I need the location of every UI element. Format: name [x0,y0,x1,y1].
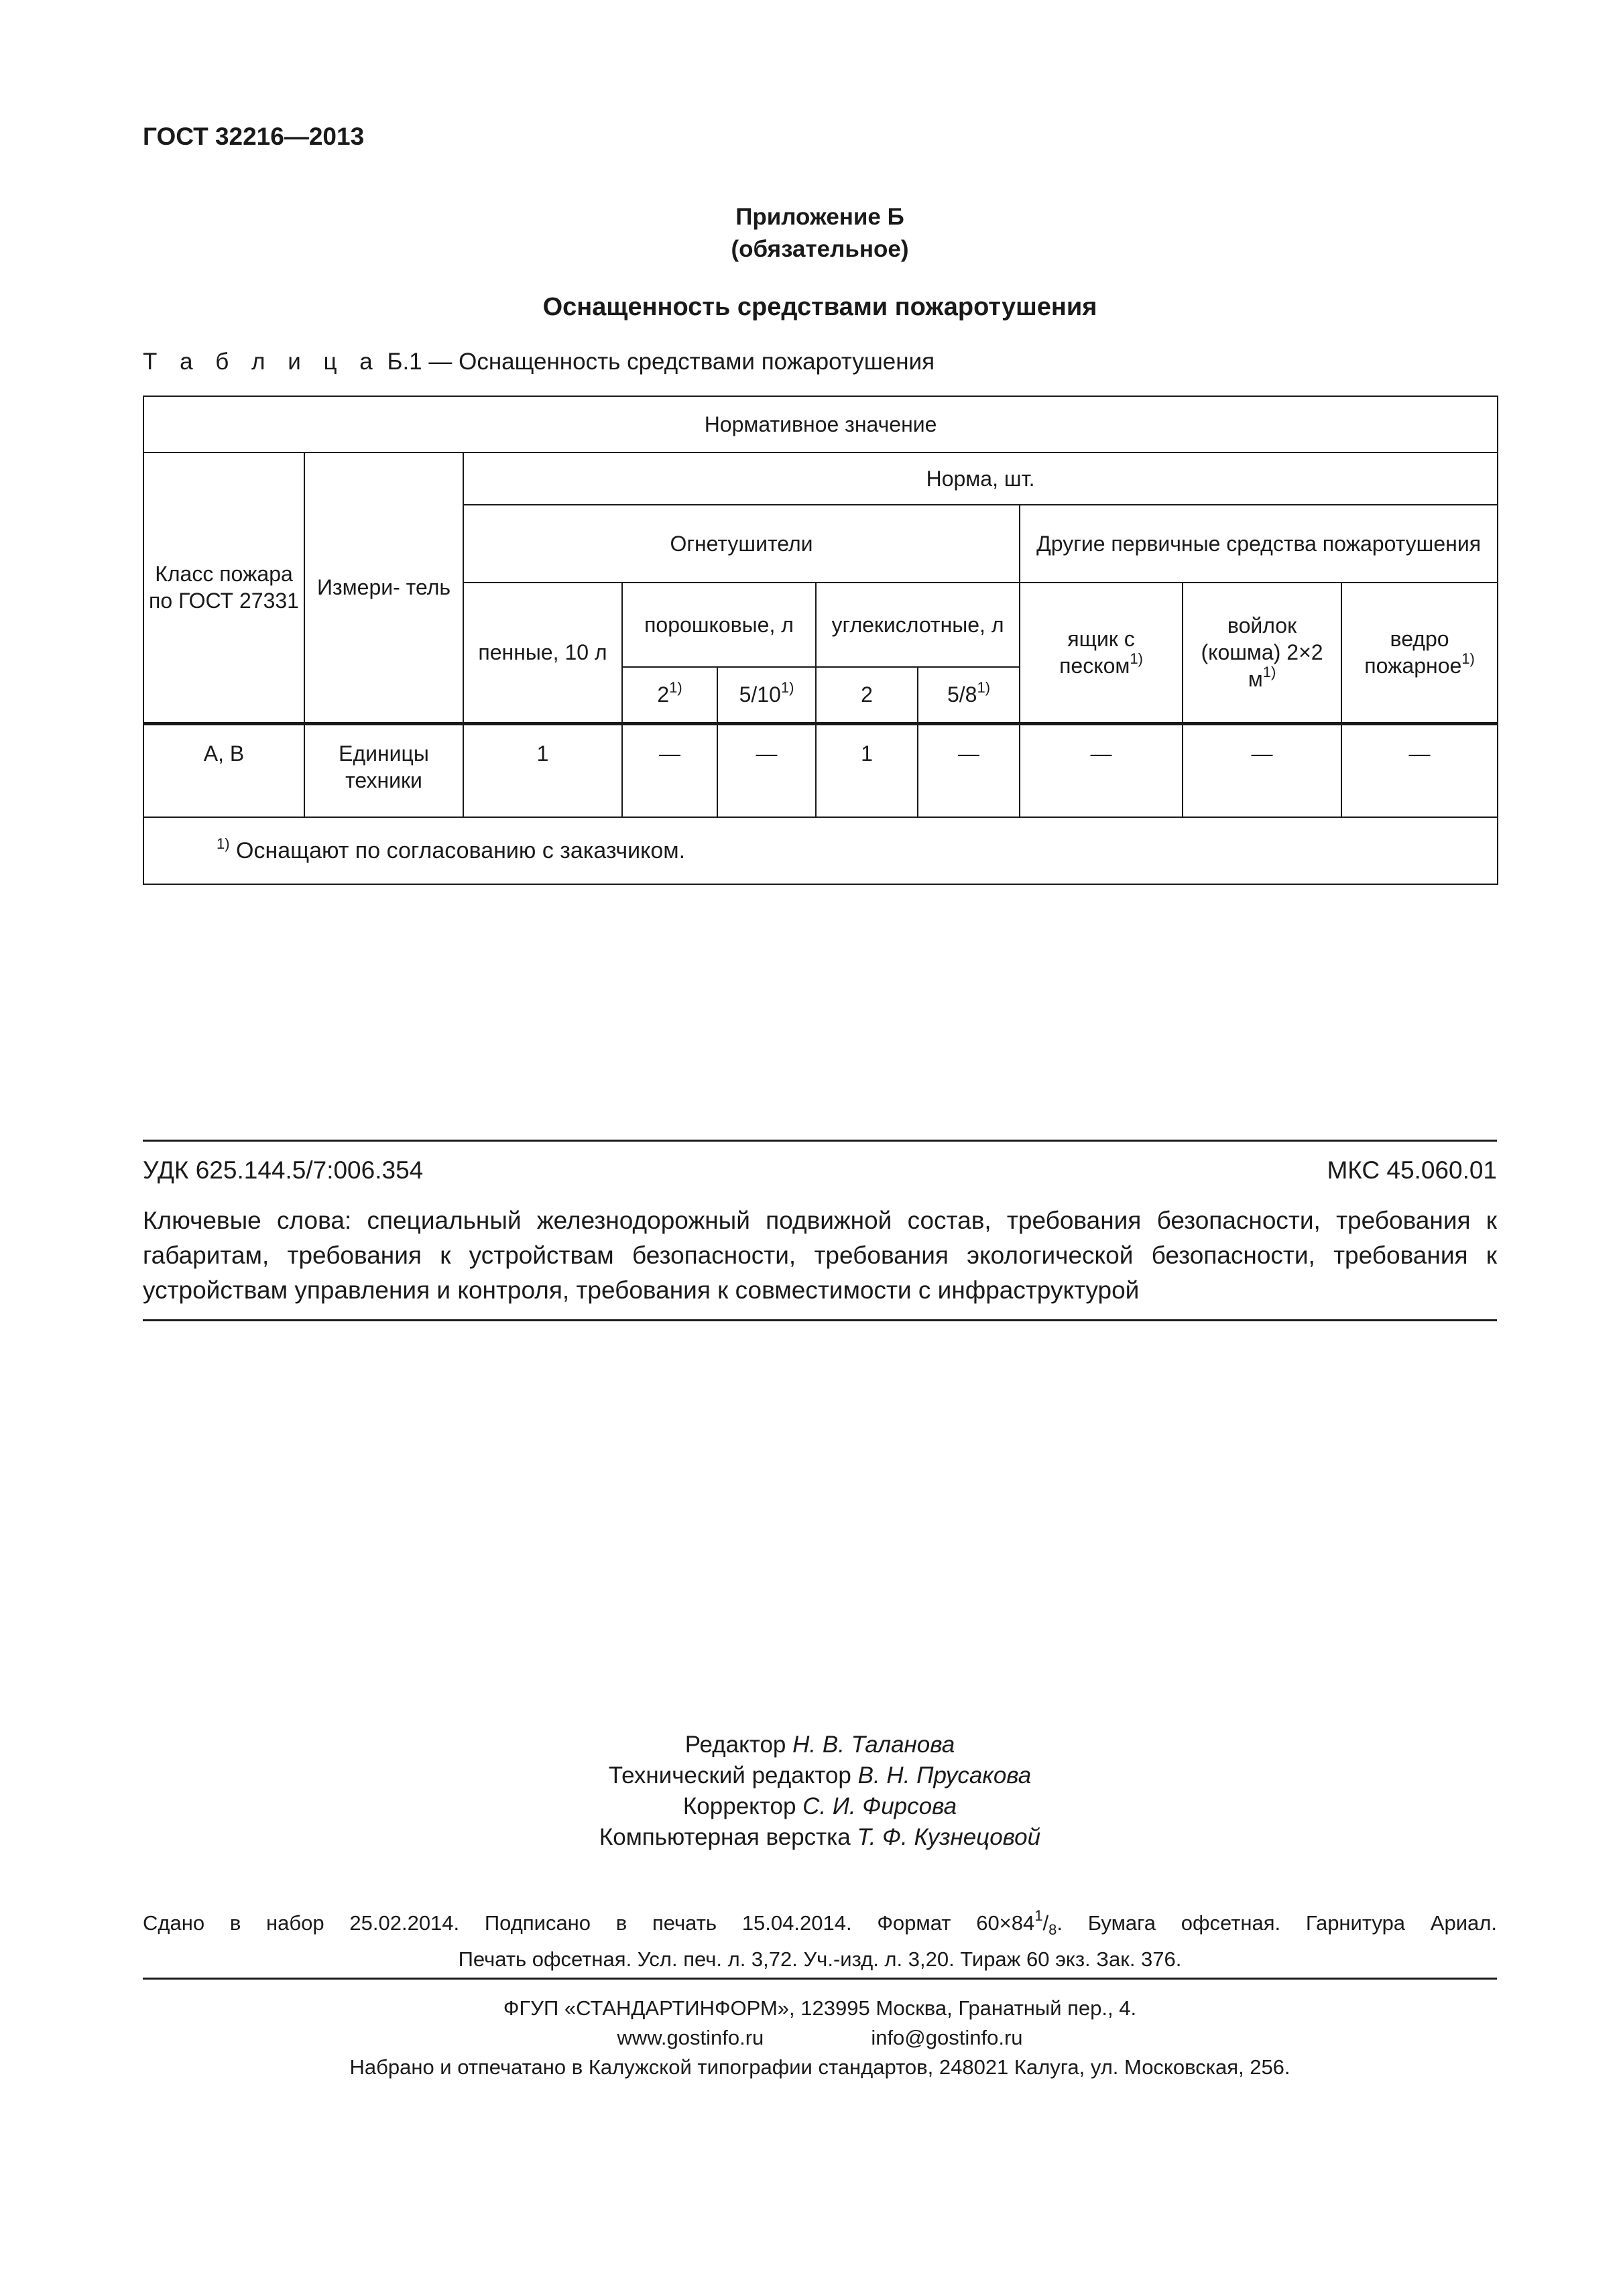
header-foam: пенные, 10 л [463,583,622,723]
footnote-ref: 1) [1461,650,1475,668]
cell-co2-5-8: — [918,723,1020,817]
divider [143,1140,1497,1142]
header-powder-2: 2$^{1)}$ [622,667,717,723]
keywords: Ключевые слова: специальный железнодорожный подвижной состав, требования безопасности, требования к габаритам, требования к устройствам безопасности, требования экологической безопасности, требования к устройствам управления и контроля, требования к совместимости с инфраструктурой [143,1207,1497,1304]
header-powder-5-10: 5/10$^{1)}$ [717,667,816,723]
table-caption [143,349,935,375]
header-felt: войлок (кошма) 2×2 $м^{1)}$ [1183,583,1341,723]
table-row [143,723,1498,817]
printer-info: Набрано и отпечатано в Калужской типографии стандартов, 248021 Калуга, ул. Московская, 256. [349,2055,1290,2079]
footnote-ref: 1) [977,679,991,697]
header-powder: порошковые, л [622,583,816,667]
footnote-ref: 1) [780,679,794,697]
appendix-label: Приложение Б [735,204,904,230]
header-other-means: Другие первичные средства пожаротушения [1020,505,1498,583]
header-bucket: ведро пожарное$^{1)}$ [1341,583,1498,723]
divider [143,1319,1497,1321]
equipment-table [143,396,1498,885]
footnote-marker: 1) [217,835,230,852]
print-info-line2: Печать офсетная. Усл. печ. л. 3,72. Уч.-изд. л. 3,20. Тираж 60 экз. Зак. 376. [458,1947,1182,1972]
header-meter: Измери- тель [304,452,463,723]
table-caption-title: Оснащенность средствами пожаротушения [459,349,935,375]
staff-editor: Редактор Н. В. Таланова [684,1732,955,1758]
print-info-line1: Сдано в набор 25.02.2014. Подписано в печать 15.04.2014. Формат $60\times 84^1/_8$. Бумага офсетная. Гарнитура Ариал. [143,1907,1497,1939]
staff-tech-editor: Технический редактор В. Н. Прусакова [608,1762,1032,1789]
publisher-address: ФГУП «СТАНДАРТИНФОРМ», 123995 Москва, Гранатный пер., 4. [503,1996,1137,2020]
udk-code: УДК 625.144.5/7:006.354 [143,1156,424,1184]
cell-foam: 1 [463,723,622,817]
header-norm: Норма, шт. [463,452,1498,505]
cell-sandbox: — [1020,723,1183,817]
table-caption-prefix: Т а б л и ц а [143,349,381,375]
header-co2-5-8: 5/8$^{1)}$ [918,667,1020,723]
appendix-status: (обязательное) [731,236,909,262]
cell-powder-5-10: — [717,723,816,817]
cell-class: А, В [143,723,304,817]
table-caption-number: Б.1 — [387,349,453,375]
staff-proofreader: Корректор С. И. Фирсова [682,1793,957,1819]
publisher-contacts [143,2023,1497,2053]
footnote-text: Оснащают по согласованию с заказчиком. [236,838,686,863]
footnote-ref: 1) [1262,664,1276,681]
appendix-heading [143,201,1497,265]
header-co2: углекислотные, л [816,583,1020,667]
document-header: ГОСТ 32216—2013 [143,123,365,150]
publisher-email: info@gostinfo.ru [871,2026,1023,2049]
publisher-info [143,1994,1497,2082]
staff-credits [143,1730,1497,1853]
divider [143,1978,1497,1980]
mks-code: МКС 45.060.01 [1327,1156,1497,1184]
header-sandbox: ящик с песком$^{1)}$ [1020,583,1183,723]
cell-meter: Единицы техники [304,723,463,817]
header-co2-2: 2 [816,667,918,723]
staff-layout: Компьютерная верстка Т. Ф. Кузнецовой [599,1824,1041,1850]
print-info [143,1909,1497,1974]
publisher-website: www.gostinfo.ru [617,2026,764,2049]
cell-bucket: — [1341,723,1498,817]
appendix-title: Оснащенность средствами пожаротушения [542,293,1097,321]
footnote-ref: 1) [669,679,682,697]
footnote-ref: 1) [1130,650,1143,668]
header-extinguishers: Огнетушители [463,505,1020,583]
header-fire-class: Класс пожара по ГОСТ 27331 [143,452,304,723]
cell-felt: — [1183,723,1341,817]
cell-co2-2: 1 [816,723,918,817]
cell-powder-2: — [622,723,717,817]
header-normative-value: Нормативное значение [143,396,1498,452]
table-footnote [143,817,1498,884]
